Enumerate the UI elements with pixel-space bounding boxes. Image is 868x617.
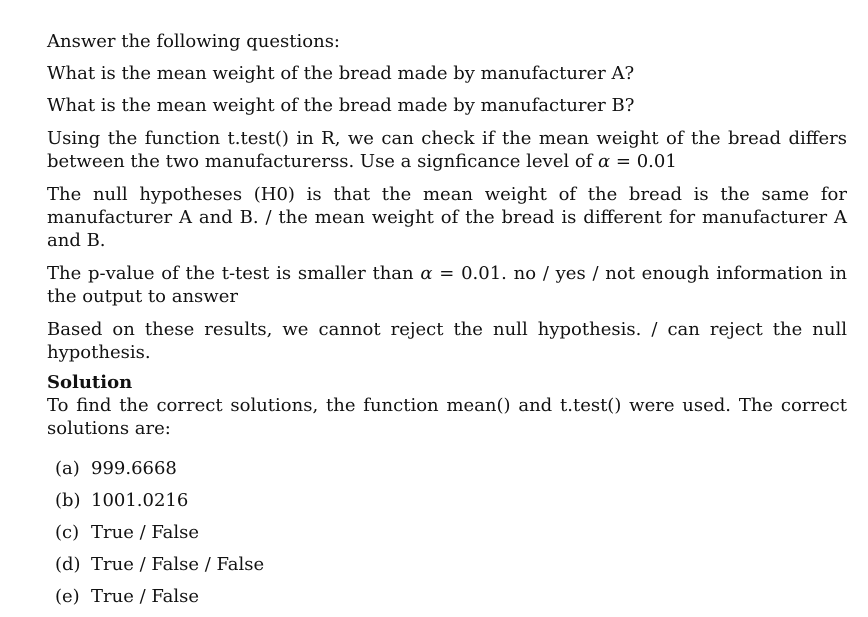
question-mean-a: What is the mean weight of the bread made by manufacturer A?	[47, 63, 635, 84]
answer-value: 999.6668	[91, 458, 177, 479]
question-p-value-options: = 0.01. no / yes / not enough information in the output to answer	[47, 263, 847, 307]
answer-list	[47, 457, 847, 617]
question-reject-null: Based on these results, we cannot reject the null hypothesis. / can reject the null hypothesis.	[47, 319, 847, 363]
answer-value: True / False / False	[91, 554, 265, 575]
question-mean-b: What is the mean weight of the bread made by manufacturer B?	[47, 95, 635, 116]
list-item	[55, 585, 847, 617]
alpha-value: = 0.01	[610, 151, 677, 172]
answer-label: (d)	[55, 554, 81, 575]
alpha-symbol: α	[598, 151, 611, 172]
answer-label: (e)	[55, 586, 80, 607]
question-p-value-text: The p-value of the t-test is smaller than	[47, 263, 421, 284]
answer-label: (a)	[55, 458, 80, 479]
alpha-symbol: α	[420, 263, 433, 284]
answer-label: (b)	[55, 490, 81, 511]
list-item	[55, 489, 847, 521]
solution-text: To find the correct solutions, the function mean() and t.test() were used. The correct solutions are:	[47, 395, 847, 439]
question-null-hypothesis: The null hypotheses (H0) is that the mean weight of the bread is the same for manufacturer A and B. / the mean weight of the bread is different for manufacturer A and B.	[47, 184, 847, 251]
answer-label: (c)	[55, 522, 80, 543]
list-item	[55, 457, 847, 489]
list-item	[55, 553, 847, 585]
question-t-test-text: Using the function t.test() in R, we can check if the mean weight of the bread differs between the two manufacturerss. Use a signficance level of	[47, 128, 847, 172]
answer-value: True / False	[91, 522, 200, 543]
question-p-value	[47, 262, 847, 308]
list-item	[55, 521, 847, 553]
instructions-text: Answer the following questions:	[47, 31, 340, 52]
question-t-test	[47, 127, 847, 173]
answer-value: True / False	[91, 586, 200, 607]
answer-value: 1001.0216	[91, 490, 189, 511]
document-page	[47, 30, 847, 617]
solution-heading: Solution	[47, 372, 133, 393]
